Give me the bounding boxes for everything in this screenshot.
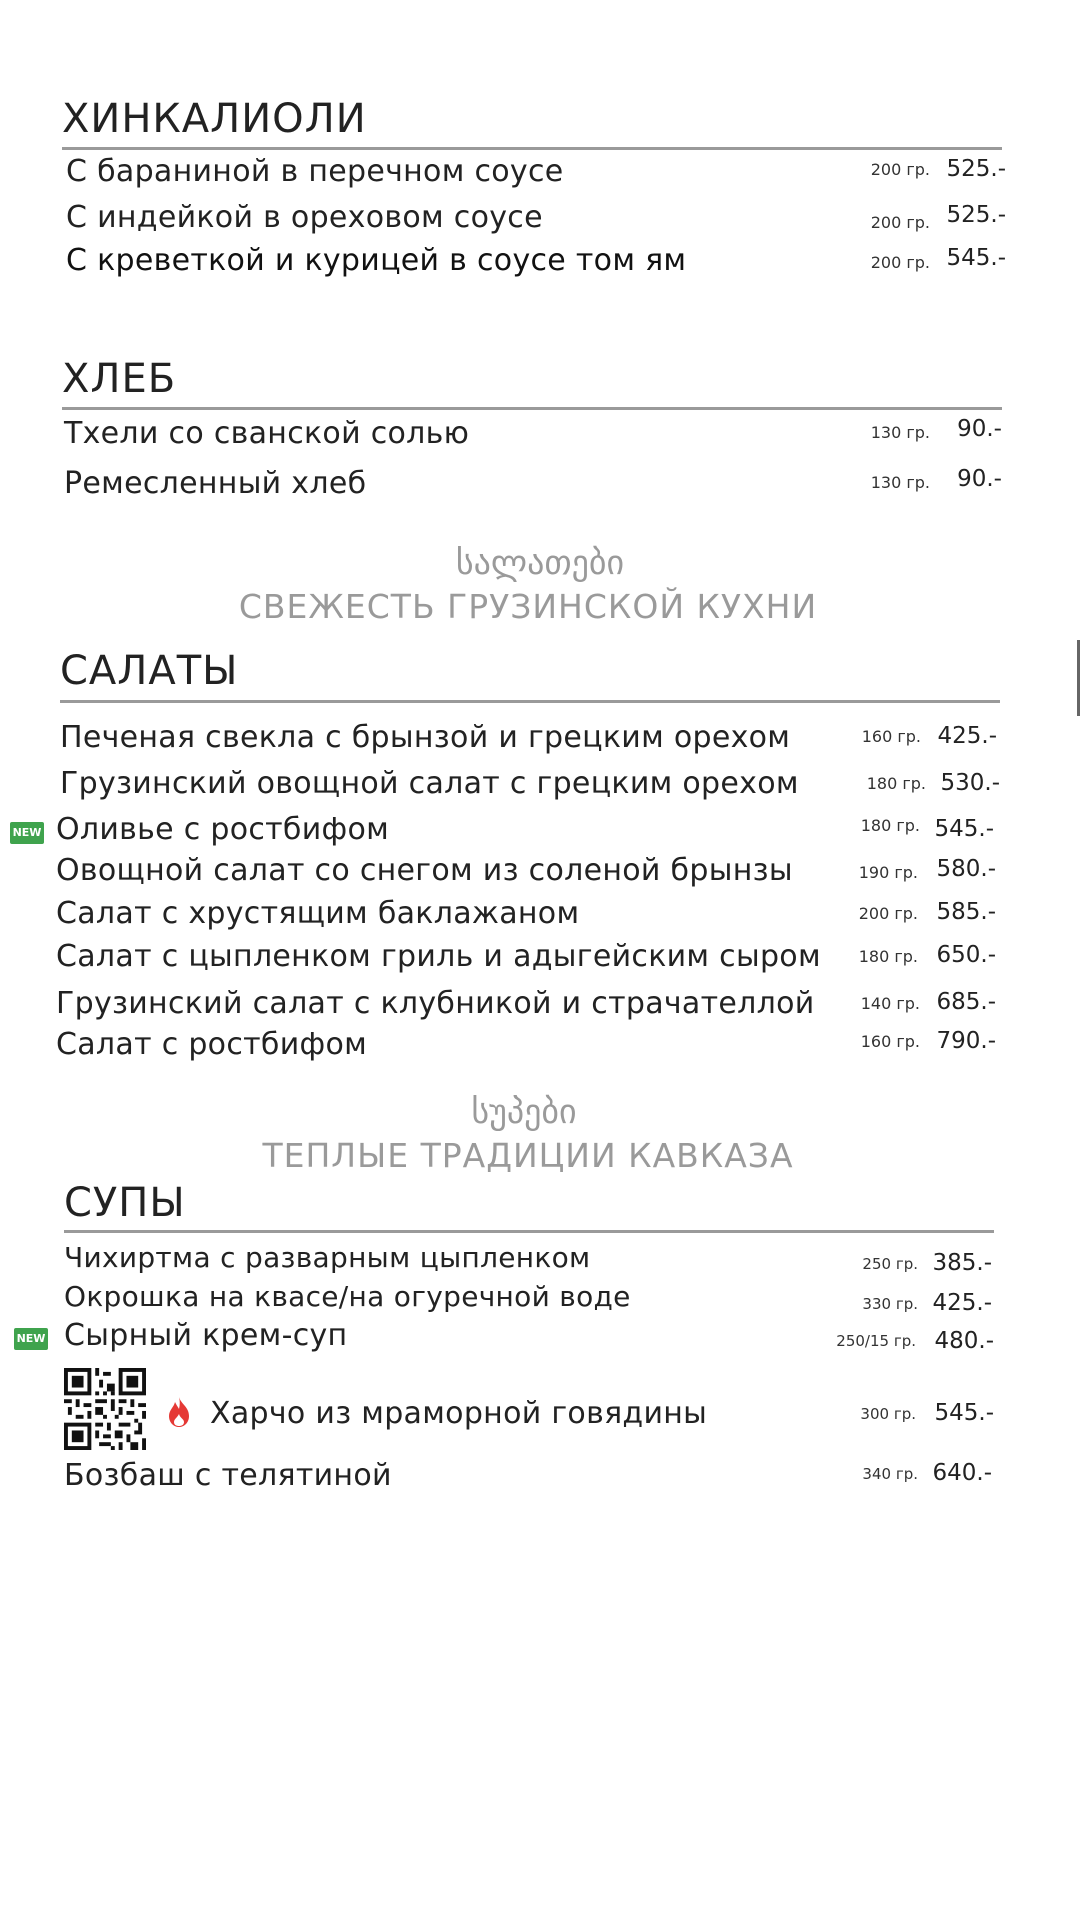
item-price: 545.- (934, 816, 994, 842)
section-divider (60, 700, 1000, 703)
item-price: 585.- (936, 899, 996, 925)
item-weight: 250/15 гр. (836, 1332, 916, 1350)
menu-item (64, 1241, 992, 1281)
item-weight: 140 гр. (860, 994, 920, 1013)
menu-item (56, 986, 996, 1026)
item-weight: 130 гр. (870, 423, 930, 442)
menu-item (64, 1458, 992, 1498)
item-name: С креветкой и курицей в соусе том ям (66, 243, 687, 278)
section-divider (62, 147, 1002, 150)
menu-item (64, 416, 1002, 456)
item-price: 685.- (936, 989, 996, 1015)
item-price: 90.- (957, 416, 1002, 442)
item-weight: 160 гр. (860, 1032, 920, 1051)
item-weight: 200 гр. (870, 253, 930, 272)
item-price: 385.- (932, 1250, 992, 1276)
section-divider (64, 1230, 994, 1233)
section-title-salads: САЛАТЫ (60, 648, 239, 694)
item-price: 480.- (934, 1328, 994, 1354)
item-name: Грузинский салат с клубникой и страчателлой (56, 986, 815, 1021)
new-badge: NEW (14, 1328, 48, 1350)
item-weight: 200 гр. (870, 213, 930, 232)
item-price: 525.- (946, 202, 1006, 228)
item-price: 790.- (936, 1028, 996, 1054)
section-title-bread: ХЛЕБ (62, 356, 177, 402)
item-price: 580.- (936, 856, 996, 882)
item-name: С бараниной в перечном соусе (66, 154, 564, 189)
item-name: Салат с хрустящим баклажаном (56, 896, 580, 931)
item-price: 640.- (932, 1460, 992, 1486)
menu-item (64, 1318, 994, 1358)
item-name: Печеная свекла с брынзой и грецким орехом (60, 720, 791, 755)
item-weight: 160 гр. (861, 727, 921, 746)
item-name: Оливье с ростбифом (56, 812, 390, 847)
spicy-flame-icon (166, 1396, 192, 1428)
item-name: Ремесленный хлеб (64, 466, 367, 501)
menu-item (64, 466, 1002, 506)
item-name: Окрошка на квасе/на огуречной воде (64, 1280, 631, 1313)
qr-code[interactable] (64, 1368, 146, 1450)
item-weight: 250 гр. (862, 1255, 918, 1273)
section-title-khinkalioli: ХИНКАЛИОЛИ (62, 96, 367, 142)
item-weight: 190 гр. (858, 863, 918, 882)
menu-item (66, 243, 1006, 283)
item-weight: 200 гр. (870, 160, 930, 179)
item-name: С индейкой в ореховом соусе (66, 200, 543, 235)
section-subtitle-russian: ТЕПЛЫЕ ТРАДИЦИИ КАВКАЗА (262, 1136, 794, 1175)
menu-item (66, 200, 1006, 240)
section-divider (62, 407, 1002, 410)
item-weight: 180 гр. (866, 774, 926, 793)
item-price: 425.- (937, 723, 997, 749)
item-name: Бозбаш с телятиной (64, 1458, 392, 1493)
qr-code-image (64, 1368, 146, 1450)
item-weight: 340 гр. (862, 1465, 918, 1483)
item-name: Салат с ростбифом (56, 1027, 368, 1062)
item-weight: 330 гр. (862, 1295, 918, 1313)
item-weight: 180 гр. (860, 816, 920, 835)
item-price: 545.- (946, 245, 1006, 271)
item-price: 530.- (940, 770, 1000, 796)
section-title-soups: СУПЫ (64, 1180, 186, 1226)
menu-item (60, 766, 1000, 806)
section-subtitle-georgian: სუპები (471, 1092, 577, 1132)
item-weight: 200 гр. (858, 904, 918, 923)
new-badge: NEW (10, 822, 44, 844)
menu-item (56, 939, 996, 979)
item-name: Тхели со сванской солью (64, 416, 470, 451)
menu-item (64, 1280, 992, 1320)
item-price: 650.- (936, 942, 996, 968)
item-price: 525.- (946, 156, 1006, 182)
item-price: 90.- (957, 466, 1002, 492)
section-subtitle-georgian: სალათები (455, 543, 625, 583)
section-subtitle-russian: СВЕЖЕСТЬ ГРУЗИНСКОЙ КУХНИ (238, 587, 818, 626)
item-name: Чихиртма с разварным цыпленком (64, 1241, 591, 1274)
menu-item (56, 1027, 996, 1067)
menu-item (166, 1396, 994, 1436)
menu-item (56, 853, 996, 893)
item-price: 545.- (934, 1400, 994, 1426)
item-name: Сырный крем-суп (64, 1318, 348, 1353)
menu-item (60, 720, 997, 760)
item-name: Овощной салат со снегом из соленой брынзы (56, 853, 793, 888)
menu-item (56, 896, 996, 936)
item-name: Грузинский овощной салат с грецким орехом (60, 766, 799, 801)
item-name: Салат с цыпленком гриль и адыгейским сыром (56, 939, 821, 974)
item-name: Харчо из мраморной говядины (210, 1396, 708, 1431)
menu-item (56, 812, 994, 852)
menu-item (66, 154, 1006, 194)
item-price: 425.- (932, 1290, 992, 1316)
item-weight: 300 гр. (860, 1405, 916, 1423)
item-weight: 130 гр. (870, 473, 930, 492)
item-weight: 180 гр. (858, 947, 918, 966)
